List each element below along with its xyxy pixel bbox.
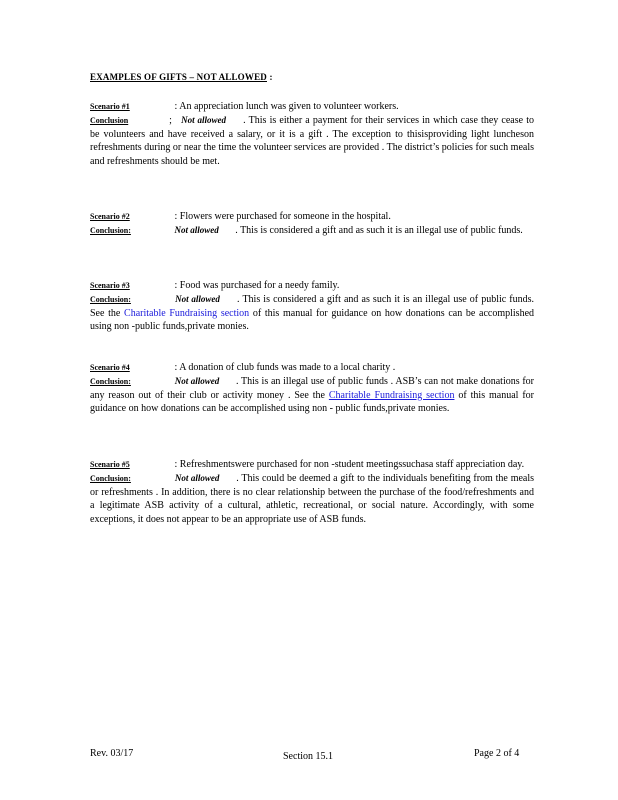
verdict: Not allowed	[174, 472, 220, 483]
scenario-description: : An appreciation lunch was given to volunteer workers.	[174, 101, 399, 112]
scenario-3	[90, 279, 534, 334]
verdict: Not allowed	[174, 224, 219, 235]
footer-page-number: Page 2 of 4	[474, 748, 520, 759]
scenario-5	[90, 458, 534, 527]
scenario-label: Scenario #1	[90, 102, 130, 111]
verdict: Not allowed	[174, 375, 220, 386]
scenario-description: : A donation of club funds was made to a local charity .	[174, 362, 396, 373]
scenario-label: Scenario #4	[90, 363, 130, 372]
scenario-description: : Refreshmentswere purchased for non -student meetingssuchasa staff appreciation day.	[174, 459, 525, 470]
heading-colon: :	[269, 72, 273, 82]
conclusion-text-cont: of this manual for guidance on how donations can be accomplished using non -public funds,private monies.	[90, 307, 535, 333]
charitable-fundraising-link[interactable]: Charitable Fundraising section	[328, 389, 455, 401]
scenario-label: Scenario #3	[90, 281, 130, 290]
conclusion-label: Conclusion:	[90, 376, 131, 386]
conclusion-text: . This is considered a gift and as such it is an illegal use of public funds. See the	[90, 293, 535, 319]
conclusion-text: . This is considered a gift and as such it is an illegal use of public funds.	[235, 224, 523, 236]
heading-text: EXAMPLES OF GIFTS – NOT ALLOWED	[90, 72, 267, 82]
page-heading	[90, 72, 273, 82]
charitable-fundraising-link[interactable]: Charitable Fundraising section	[124, 307, 250, 319]
footer-section: Section 15.1	[283, 751, 333, 762]
scenario-4	[90, 361, 534, 416]
scenario-1	[90, 100, 534, 169]
scenario-label: Scenario #5	[90, 460, 130, 469]
conclusion-label: Conclusion	[90, 115, 129, 125]
conclusion-label: Conclusion:	[90, 294, 131, 304]
scenario-label: Scenario #2	[90, 212, 130, 221]
scenario-2	[90, 210, 534, 238]
scenario-description: : Flowers were purchased for someone in the hospital.	[174, 211, 391, 222]
verdict: Not allowed	[175, 293, 220, 304]
footer-revision: Rev. 03/17	[90, 748, 134, 759]
conclusion-text: . This is either a payment for their services in which case they cease to be volunteers and have received a salary, or it is a gift . The exception to thisisproviding light luncheson refreshments during or near the time the volunteer services are provided . The district’s policies for such meals and refreshments should be met.	[90, 114, 534, 168]
scenario-description: : Food was purchased for a needy family.	[174, 280, 340, 291]
conclusion-separator: ;	[169, 114, 172, 126]
verdict: Not allowed	[181, 114, 226, 125]
conclusion-label: Conclusion:	[90, 473, 131, 483]
conclusion-text-cont: of this manual for guidance on how donations can be accomplished using non - public funds,private monies.	[90, 389, 535, 415]
conclusion-label: Conclusion:	[90, 225, 131, 235]
conclusion-text: . This could be deemed a gift to the individuals benefiting from the meals or refreshments . In addition, there is no clear relationship between the purchase of the food/refreshments and a legitimate ASB activity of a cultural, athletic, recreational, or social nature. Accordingly, with some exceptions, it does not appear to be an appropriate use of ASB funds.	[90, 472, 535, 526]
conclusion-text: . This is an illegal use of public funds . ASB’s can not make donations for any reason out of their club or activity money . See the	[90, 375, 535, 401]
